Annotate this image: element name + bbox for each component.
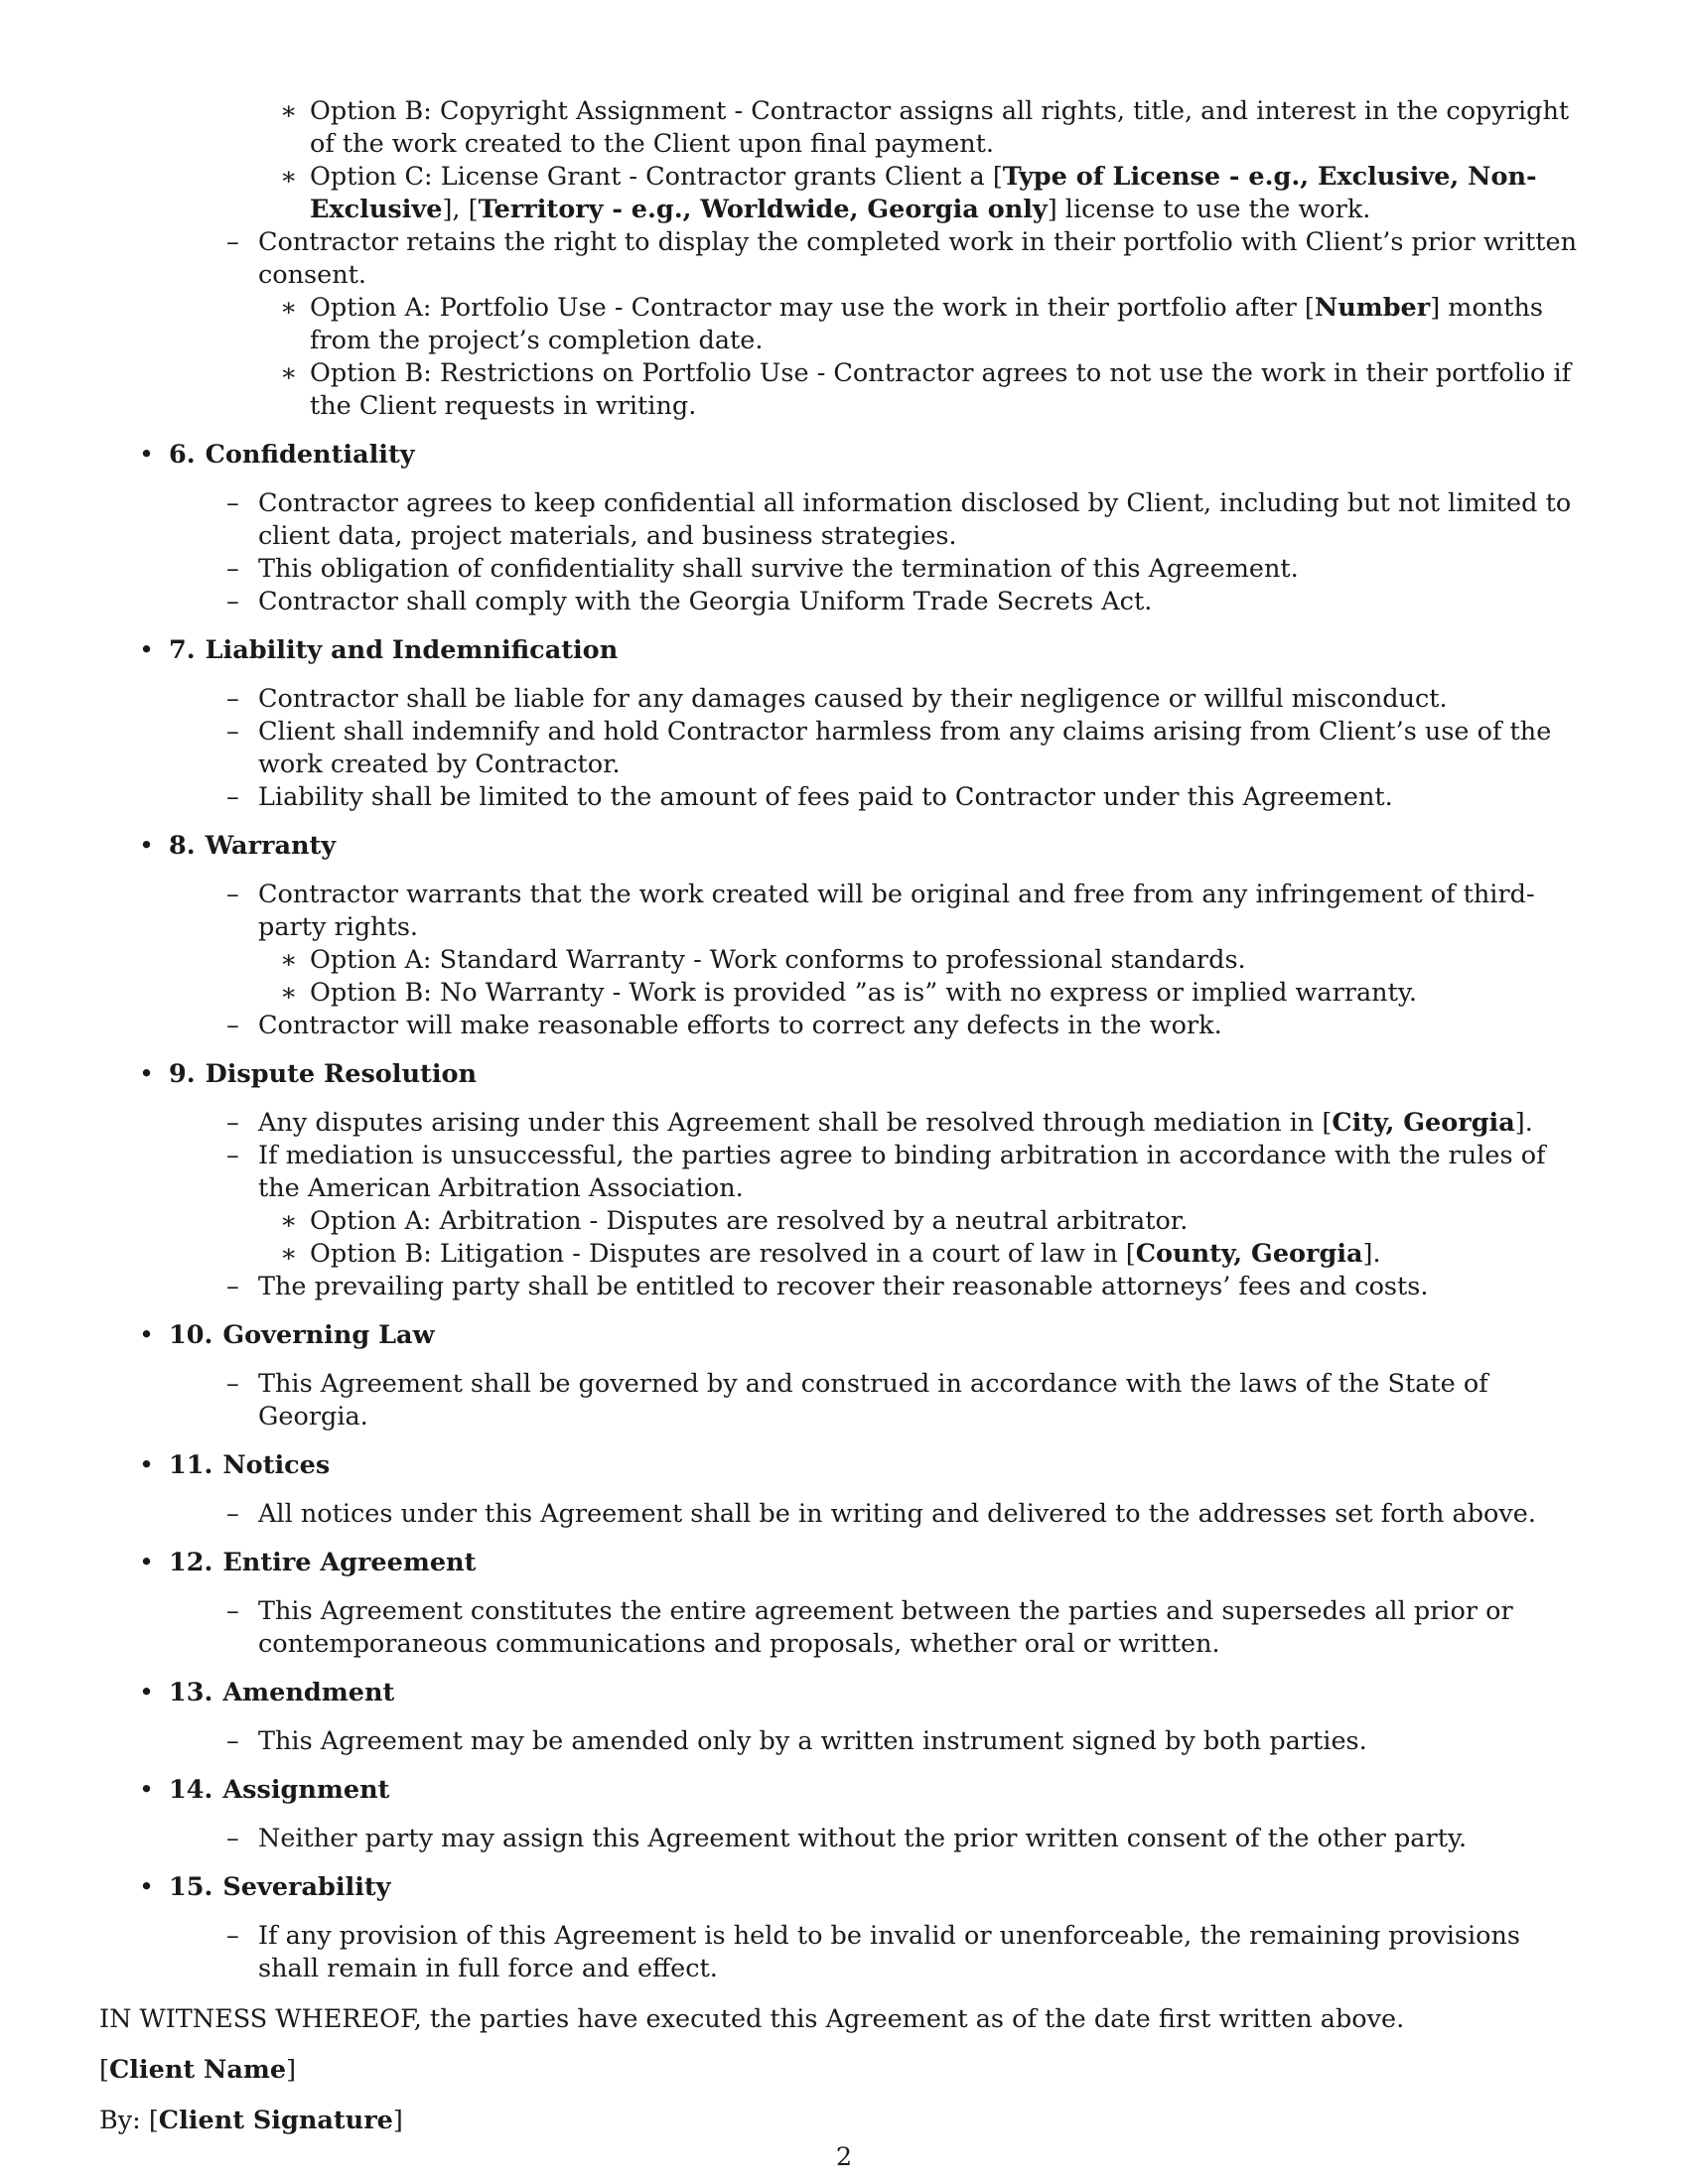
bullet-marker: • xyxy=(139,831,155,861)
section-number: 7. xyxy=(169,635,196,665)
option-item xyxy=(99,357,1589,423)
item-text: ]. xyxy=(1514,1108,1533,1138)
item-text: ] license to use the work. xyxy=(1047,195,1371,224)
asterisk-marker: ∗ xyxy=(280,358,298,388)
item-text: This Agreement may be amended only by a written instrument signed by both parties. xyxy=(258,1726,1367,1756)
option-item xyxy=(99,944,1589,977)
placeholder-text: City, Georgia xyxy=(1332,1108,1515,1138)
section-number: 12. xyxy=(169,1548,213,1577)
item-text: Option C: License Grant - Contractor grants Client a [ xyxy=(310,162,1003,192)
section-heading xyxy=(169,1871,1589,1904)
section-number: 6. xyxy=(169,440,196,470)
document-body xyxy=(99,95,1589,2137)
section-15 xyxy=(99,1871,1589,1985)
section-title-text: Dispute Resolution xyxy=(205,1059,478,1089)
section-number: 9. xyxy=(169,1059,196,1089)
option-item xyxy=(99,292,1589,357)
section-heading xyxy=(169,1677,1589,1709)
section-items xyxy=(99,1368,1589,1433)
dash-marker: – xyxy=(226,782,239,812)
asterisk-marker: ∗ xyxy=(280,1239,298,1269)
section-title-text: Governing Law xyxy=(222,1320,435,1350)
dash-marker: – xyxy=(226,587,239,616)
dash-marker: – xyxy=(226,227,239,257)
clause-item xyxy=(99,1140,1589,1205)
bracket-close: ] xyxy=(392,2106,403,2135)
dash-marker: – xyxy=(226,880,239,909)
dash-marker: – xyxy=(226,1011,239,1040)
clause-item xyxy=(99,1368,1589,1433)
item-text: Contractor retains the right to display the completed work in their portfolio with Client’s prior written consent. xyxy=(258,227,1578,290)
section-heading xyxy=(169,439,1589,472)
section-items xyxy=(99,487,1589,618)
item-text: ] months from the project’s completion date. xyxy=(310,293,1543,355)
dash-marker: – xyxy=(226,1369,239,1399)
bracket-close: ] xyxy=(286,2055,297,2085)
witness-statement: IN WITNESS WHEREOF, the parties have executed this Agreement as of the date first written above. xyxy=(99,2004,1405,2034)
item-text: Liability shall be limited to the amount of fees paid to Contractor under this Agreement. xyxy=(258,782,1393,812)
asterisk-marker: ∗ xyxy=(280,978,298,1008)
item-text: Neither party may assign this Agreement without the prior written consent of the other party. xyxy=(258,1824,1468,1853)
section-items xyxy=(99,1107,1589,1303)
section-number: 14. xyxy=(169,1775,213,1805)
bullet-marker: • xyxy=(139,1678,155,1707)
dash-marker: – xyxy=(226,1499,239,1529)
section-7 xyxy=(99,634,1589,814)
item-text: This Agreement shall be governed by and construed in accordance with the laws of the State of Georgia. xyxy=(258,1369,1488,1432)
clause-item xyxy=(99,1010,1589,1042)
section-title-text: Notices xyxy=(222,1450,331,1480)
client-signature-placeholder: Client Signature xyxy=(158,2106,393,2135)
dash-marker: – xyxy=(226,1141,239,1170)
section-title-text: Severability xyxy=(222,1872,391,1902)
option-item xyxy=(99,977,1589,1010)
section-10 xyxy=(99,1319,1589,1433)
asterisk-marker: ∗ xyxy=(280,96,298,126)
section-title-text: Entire Agreement xyxy=(222,1548,477,1577)
bullet-marker: • xyxy=(139,1872,155,1902)
asterisk-marker: ∗ xyxy=(280,293,298,323)
bracket-open: [ xyxy=(99,2055,109,2085)
section-items xyxy=(99,1498,1589,1531)
clause-item xyxy=(99,586,1589,618)
clause-item xyxy=(99,226,1589,292)
bullet-marker: • xyxy=(139,1548,155,1577)
option-item xyxy=(99,95,1589,161)
item-text: ]. xyxy=(1362,1239,1381,1269)
bullet-marker: • xyxy=(139,1450,155,1480)
section-number: 11. xyxy=(169,1450,213,1480)
clause-item xyxy=(99,553,1589,586)
section-9 xyxy=(99,1058,1589,1303)
section-title-text: Liability and Indemnification xyxy=(205,635,619,665)
section-items xyxy=(99,1920,1589,1985)
option-item xyxy=(99,1238,1589,1271)
item-text: Option B: No Warranty - Work is provided ”as is” with no express or implied warranty. xyxy=(310,978,1417,1008)
asterisk-marker: ∗ xyxy=(280,162,298,192)
page-number: 2 xyxy=(835,2142,853,2172)
item-text: ], [ xyxy=(442,195,479,224)
section-heading xyxy=(169,830,1589,863)
dash-marker: – xyxy=(226,1921,239,1951)
dash-marker: – xyxy=(226,684,239,714)
item-text: If any provision of this Agreement is held to be invalid or unenforceable, the remaining provisions shall remain in full force and effect. xyxy=(258,1921,1520,1983)
item-text: Option A: Standard Warranty - Work conforms to professional standards. xyxy=(310,945,1246,975)
dash-marker: – xyxy=(226,1726,239,1756)
item-text: Any disputes arising under this Agreement shall be resolved through mediation in [ xyxy=(258,1108,1333,1138)
item-text: This obligation of confidentiality shall survive the termination of this Agreement. xyxy=(258,554,1299,584)
asterisk-marker: ∗ xyxy=(280,945,298,975)
dash-marker: – xyxy=(226,1272,239,1301)
section-number: 10. xyxy=(169,1320,213,1350)
placeholder-text: Territory - e.g., Worldwide, Georgia only xyxy=(478,195,1048,224)
section-number: 8. xyxy=(169,831,196,861)
item-text: Option B: Restrictions on Portfolio Use - Contractor agrees to not use the work in their portfolio if the Client requests in writing. xyxy=(310,358,1572,421)
clause-item xyxy=(99,1107,1589,1140)
clause-item xyxy=(99,1595,1589,1661)
section-14 xyxy=(99,1774,1589,1855)
item-text: Option B: Copyright Assignment - Contractor assigns all rights, title, and interest in the copyright of the work created to the Client upon final payment. xyxy=(310,96,1570,159)
bullet-marker: • xyxy=(139,440,155,470)
section-heading xyxy=(169,1547,1589,1579)
section-title-text: Warranty xyxy=(205,831,337,861)
clause-item xyxy=(99,1498,1589,1531)
item-text: Contractor shall be liable for any damages caused by their negligence or willful misconduct. xyxy=(258,684,1448,714)
asterisk-marker: ∗ xyxy=(280,1206,298,1236)
item-text: All notices under this Agreement shall be in writing and delivered to the addresses set forth above. xyxy=(258,1499,1536,1529)
client-name-placeholder: Client Name xyxy=(108,2055,287,2085)
section-title-text: Confidentiality xyxy=(205,440,415,470)
bullet-marker: • xyxy=(139,1059,155,1089)
section-heading xyxy=(169,1058,1589,1091)
item-text: Option B: Litigation - Disputes are resolved in a court of law in [ xyxy=(310,1239,1136,1269)
dash-marker: – xyxy=(226,1108,239,1138)
section-items xyxy=(99,1725,1589,1758)
dash-marker: – xyxy=(226,554,239,584)
section-items xyxy=(99,1823,1589,1855)
clause-item xyxy=(99,781,1589,814)
clause-item xyxy=(99,487,1589,553)
dash-marker: – xyxy=(226,1596,239,1626)
section-12 xyxy=(99,1547,1589,1661)
clause-item xyxy=(99,716,1589,781)
bullet-marker: • xyxy=(139,1775,155,1805)
section-11 xyxy=(99,1449,1589,1531)
item-text: Contractor will make reasonable efforts to correct any defects in the work. xyxy=(258,1011,1222,1040)
option-item xyxy=(99,161,1589,226)
bullet-marker: • xyxy=(139,635,155,665)
item-text: Option A: Arbitration - Disputes are resolved by a neutral arbitrator. xyxy=(310,1206,1189,1236)
section-8 xyxy=(99,830,1589,1042)
section-13 xyxy=(99,1677,1589,1758)
section-title-text: Assignment xyxy=(222,1775,390,1805)
item-text: Contractor warrants that the work created will be original and free from any infringement of third-party rights. xyxy=(258,880,1535,942)
by-label: By: [ xyxy=(99,2106,159,2135)
section-number: 15. xyxy=(169,1872,213,1902)
section-title-text: Amendment xyxy=(222,1678,395,1707)
clause-item xyxy=(99,1920,1589,1985)
bullet-marker: • xyxy=(139,1320,155,1350)
clause-item xyxy=(99,879,1589,944)
placeholder-text: County, Georgia xyxy=(1135,1239,1363,1269)
item-text: The prevailing party shall be entitled to recover their reasonable attorneys’ fees and costs. xyxy=(258,1272,1429,1301)
clause-item xyxy=(99,1271,1589,1303)
dash-marker: – xyxy=(226,717,239,747)
signature-line xyxy=(99,2105,1589,2137)
dash-marker: – xyxy=(226,488,239,518)
placeholder-text: Number xyxy=(1314,293,1431,323)
item-text: Option A: Portfolio Use - Contractor may use the work in their portfolio after [ xyxy=(310,293,1315,323)
item-text: Client shall indemnify and hold Contractor harmless from any claims arising from Client’s use of the work created by Contractor. xyxy=(258,717,1552,779)
sections-list xyxy=(99,439,1589,1985)
section-heading xyxy=(169,1774,1589,1807)
section-heading xyxy=(169,634,1589,667)
item-text: Contractor agrees to keep confidential all information disclosed by Client, including but not limited to client data, project materials, and business strategies. xyxy=(258,488,1572,551)
clause-item xyxy=(99,1823,1589,1855)
section-heading xyxy=(169,1319,1589,1352)
clause-item xyxy=(99,1725,1589,1758)
section-items xyxy=(99,683,1589,814)
section-items xyxy=(99,1595,1589,1661)
carryover-list xyxy=(99,95,1589,423)
option-item xyxy=(99,1205,1589,1238)
placeholder-text: Type of License - e.g., Exclusive, Non-Exclusive xyxy=(310,162,1537,224)
dash-marker: – xyxy=(226,1824,239,1853)
client-name-line xyxy=(99,2054,1589,2087)
section-heading xyxy=(169,1449,1589,1482)
section-items xyxy=(99,879,1589,1042)
clause-item xyxy=(99,683,1589,716)
section-number: 13. xyxy=(169,1678,213,1707)
item-text: If mediation is unsuccessful, the parties agree to binding arbitration in accordance with the rules of the American Arbitration Association. xyxy=(258,1141,1546,1203)
item-text: Contractor shall comply with the Georgia Uniform Trade Secrets Act. xyxy=(258,587,1153,616)
item-text: This Agreement constitutes the entire agreement between the parties and supersedes all prior or contemporaneous communications and proposals, whether oral or written. xyxy=(258,1596,1513,1659)
section-6 xyxy=(99,439,1589,618)
